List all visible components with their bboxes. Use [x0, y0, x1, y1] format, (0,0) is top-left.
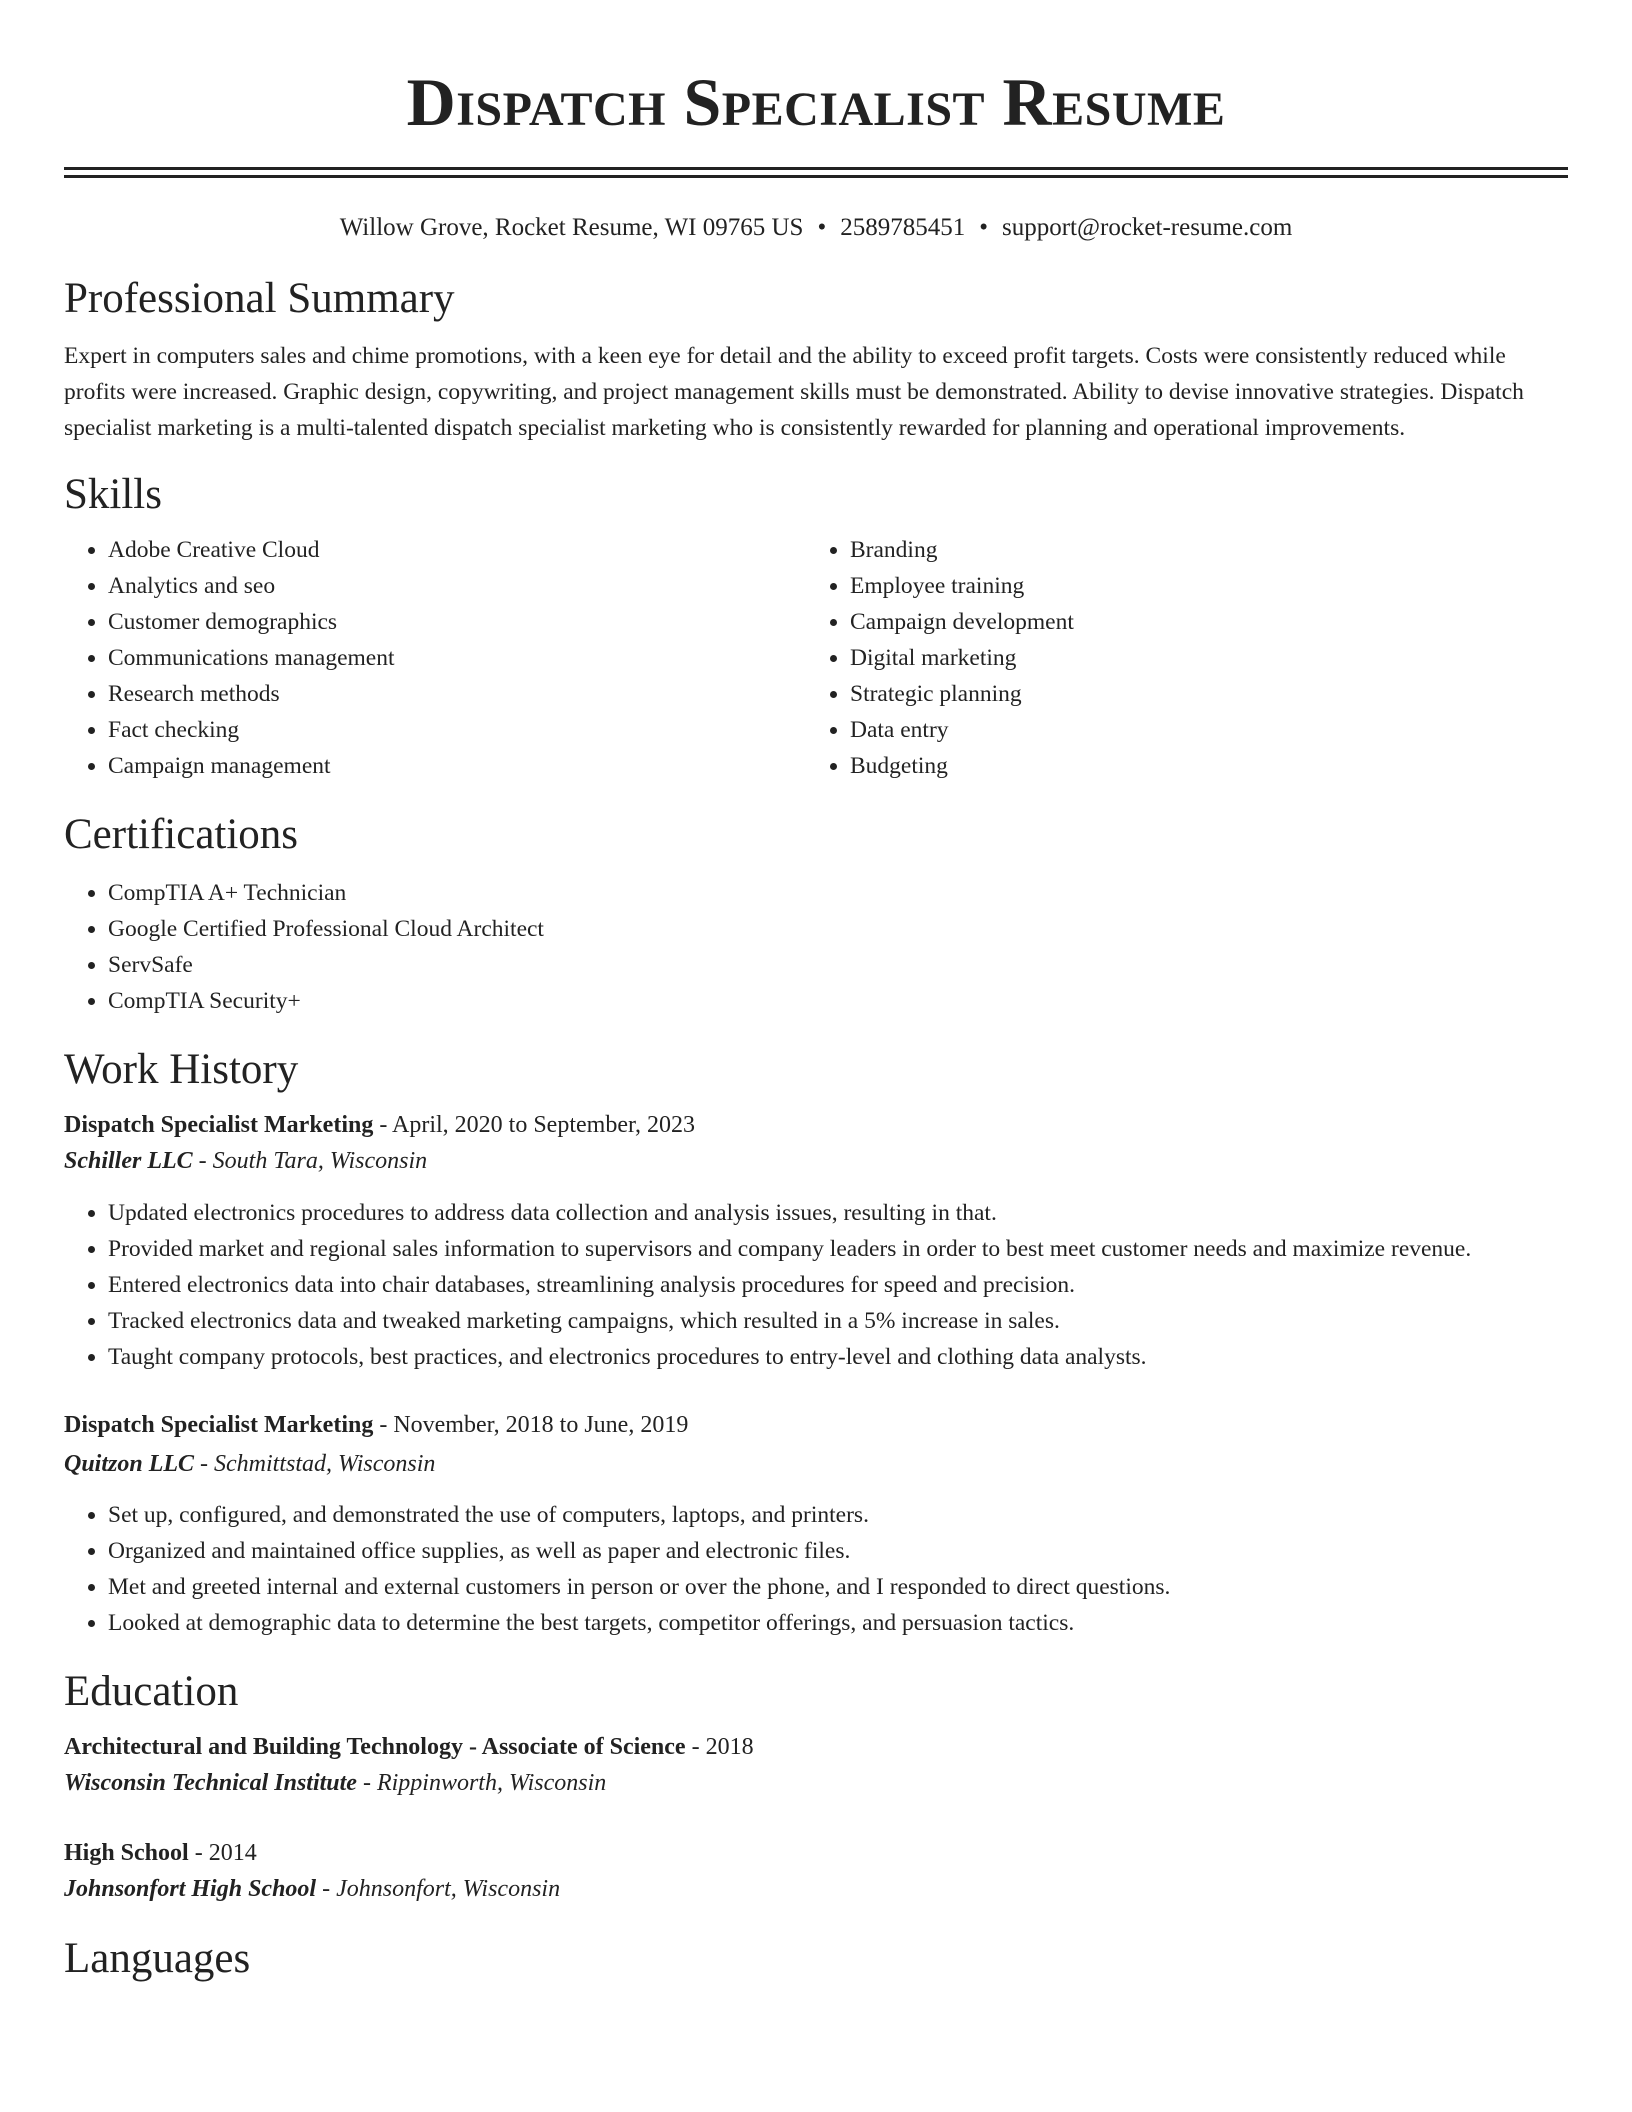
job-bullets	[64, 1497, 1568, 1641]
job-dates: - November, 2018 to June, 2019	[373, 1412, 689, 1438]
section-title-certifications: Certifications	[64, 811, 299, 858]
certification-item: • CompTIA A+ Technician	[108, 875, 1568, 911]
job-heading	[64, 1407, 1568, 1443]
skill-item: • Customer demographics	[108, 604, 806, 640]
skill-item: • Digital marketing	[850, 640, 1548, 676]
skills-column-left	[64, 532, 806, 784]
contact-separator: •	[979, 214, 988, 241]
skills-column-right	[806, 532, 1548, 784]
education-location: - Johnsonfort, Wisconsin	[316, 1876, 561, 1902]
job-company: Quitzon LLC	[64, 1451, 195, 1477]
education-school-line	[64, 1765, 1568, 1801]
skill-item: • Campaign development	[850, 604, 1548, 640]
skill-item: • Strategic planning	[850, 676, 1548, 712]
skill-item: • Fact checking	[108, 712, 806, 748]
education-degree: Architectural and Building Technology - Associate of Science	[64, 1734, 686, 1760]
job-bullet: • Met and greeted internal and external customers in person or over the phone, and I responded to direct questions.	[108, 1569, 1568, 1605]
education-location: - Rippinworth, Wisconsin	[356, 1770, 607, 1796]
contact-phone: 2589785451	[840, 214, 966, 241]
skill-item: • Analytics and seo	[108, 568, 806, 604]
skill-item: • Campaign management	[108, 748, 806, 784]
job-location: - South Tara, Wisconsin	[192, 1148, 428, 1174]
job-heading	[64, 1107, 1568, 1143]
section-title-skills: Skills	[64, 471, 162, 518]
certifications-list	[64, 875, 1568, 1019]
job-bullet: • Taught company protocols, best practices, and electronics procedures to entry-level and clothing data analysts.	[108, 1339, 1568, 1375]
certification-item: • Google Certified Professional Cloud Architect	[108, 911, 1568, 947]
contact-address: Willow Grove, Rocket Resume, WI 09765 US	[339, 214, 804, 241]
job-dates: - April, 2020 to September, 2023	[373, 1112, 695, 1138]
title-double-rule	[64, 167, 1568, 178]
job-bullets	[64, 1195, 1568, 1375]
certification-item: • CompTIA Security+	[108, 983, 1568, 1019]
job-bullet: • Organized and maintained office supplies, as well as paper and electronic files.	[108, 1533, 1568, 1569]
section-title-education: Education	[64, 1668, 239, 1715]
summary-text: Expert in computers sales and chime promotions, with a keen eye for detail and the ability to exceed profit targets. Costs were consistently reduced while profits were increased. Graphic design, copywriting, and project management skills must be demonstrated. Ability to devise innovative strategies. Dispatch specialist marketing is a multi-talented dispatch specialist marketing who is consistently rewarded for planning and operational improvements.	[64, 343, 1524, 441]
education-heading	[64, 1835, 1568, 1871]
section-title-work-history: Work History	[64, 1046, 299, 1093]
job-title: Dispatch Specialist Marketing	[64, 1112, 374, 1138]
job-bullet: • Provided market and regional sales information to supervisors and company leaders in order to best meet customer needs and maximize revenue.	[108, 1231, 1568, 1267]
education-entry	[64, 1729, 1568, 1801]
education-school-line	[64, 1871, 1568, 1907]
skill-item: • Research methods	[108, 676, 806, 712]
certification-item: • ServSafe	[108, 947, 1568, 983]
skill-item: • Branding	[850, 532, 1548, 568]
contact-email: support@rocket-resume.com	[1001, 214, 1293, 241]
education-year: - 2014	[188, 1840, 257, 1866]
skill-item: • Budgeting	[850, 748, 1548, 784]
job-location: - Schmittstad, Wisconsin	[194, 1451, 436, 1477]
skill-item: • Adobe Creative Cloud	[108, 532, 806, 568]
section-title-summary: Professional Summary	[64, 275, 455, 322]
job-company: Schiller LLC	[64, 1148, 193, 1174]
contact-separator: •	[817, 214, 827, 241]
job-bullet: • Tracked electronics data and tweaked marketing campaigns, which resulted in a 5% increase in sales.	[108, 1303, 1568, 1339]
skill-item: • Communications management	[108, 640, 806, 676]
job-bullet: • Looked at demographic data to determine the best targets, competitor offerings, and persuasion tactics.	[108, 1605, 1568, 1641]
job-bullet: • Entered electronics data into chair databases, streamlining analysis procedures for speed and precision.	[108, 1267, 1568, 1303]
job-company-line	[64, 1143, 1568, 1179]
education-year: - 2018	[685, 1734, 754, 1760]
job-entry	[64, 1407, 1568, 1641]
education-degree: High School	[64, 1840, 189, 1866]
job-bullet: • Updated electronics procedures to address data collection and analysis issues, resulting in that.	[108, 1195, 1568, 1231]
job-bullet: • Set up, configured, and demonstrated the use of computers, laptops, and printers.	[108, 1497, 1568, 1533]
job-company-line	[64, 1446, 1568, 1482]
job-title: Dispatch Specialist Marketing	[64, 1412, 374, 1438]
contact-line	[0, 212, 1632, 244]
resume-title: Dispatch Specialist Resume	[406, 64, 1226, 140]
education-school: Wisconsin Technical Institute	[64, 1770, 357, 1796]
skill-item: • Employee training	[850, 568, 1548, 604]
job-entry	[64, 1107, 1568, 1375]
section-title-languages: Languages	[64, 1935, 251, 1982]
education-school: Johnsonfort High School	[64, 1876, 317, 1902]
skill-item: • Data entry	[850, 712, 1548, 748]
education-heading	[64, 1729, 1568, 1765]
education-entry	[64, 1835, 1568, 1907]
skills-columns	[64, 532, 1568, 784]
